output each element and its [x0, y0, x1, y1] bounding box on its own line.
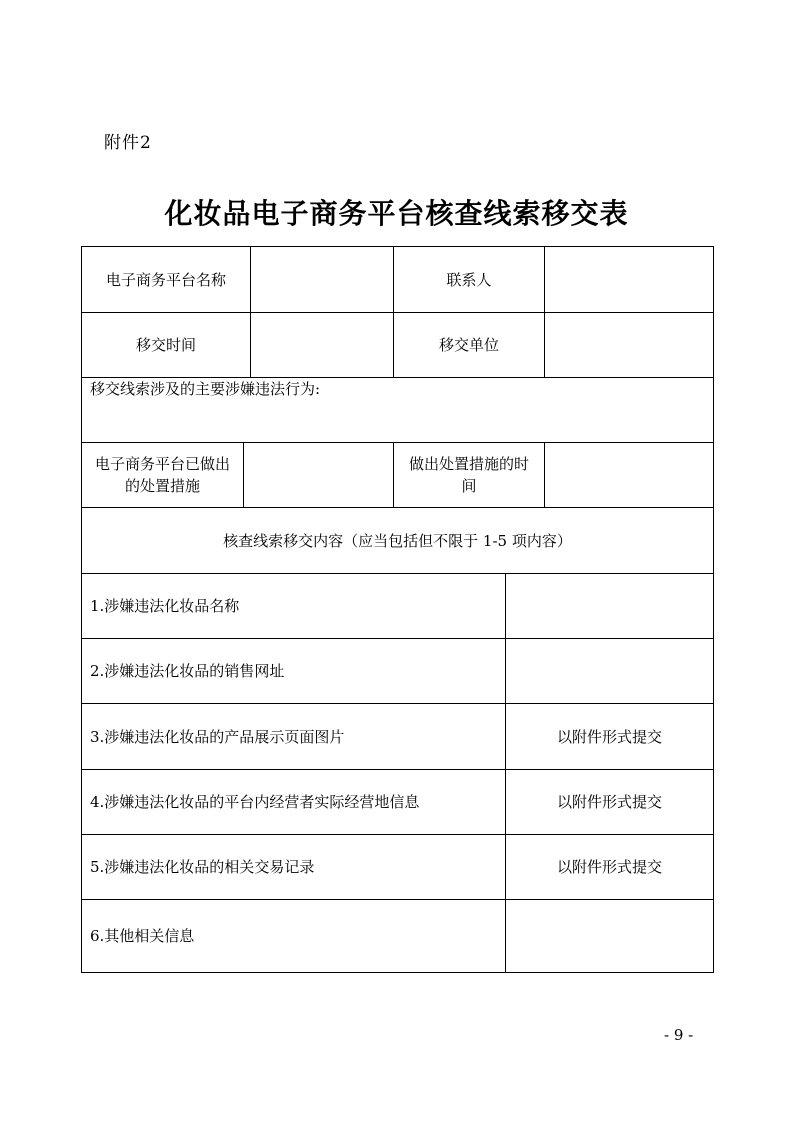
table-row: [82, 378, 714, 443]
item-6-label: 6.其他相关信息: [82, 900, 506, 973]
table-row: [82, 443, 714, 508]
table-row: [82, 639, 714, 704]
table-row: [82, 704, 714, 770]
transfer-time-field[interactable]: [251, 313, 394, 378]
page-number: - 9 -: [664, 1026, 694, 1044]
measures-label: 电子商务平台已做出的处置措施: [82, 443, 244, 508]
contact-label: 联系人: [394, 247, 545, 313]
item-5-label: 5.涉嫌违法化妆品的相关交易记录: [82, 835, 506, 900]
violation-field[interactable]: [82, 378, 714, 443]
item-1-value[interactable]: [506, 574, 714, 639]
violation-label: 移交线索涉及的主要涉嫌违法行为:: [90, 380, 321, 398]
item-3-label: 3.涉嫌违法化妆品的产品展示页面图片: [82, 704, 506, 770]
table-row: [82, 313, 714, 378]
table-row: [82, 247, 714, 313]
platform-name-label: 电子商务平台名称: [82, 247, 251, 313]
transfer-time-label: 移交时间: [82, 313, 251, 378]
contact-field[interactable]: [545, 247, 714, 313]
item-4-value: 以附件形式提交: [506, 770, 714, 835]
transfer-unit-field[interactable]: [545, 313, 714, 378]
table-row: [82, 900, 714, 973]
platform-name-field[interactable]: [251, 247, 394, 313]
item-5-value: 以附件形式提交: [506, 835, 714, 900]
table-row: [82, 770, 714, 835]
measures-field[interactable]: [244, 443, 394, 508]
item-6-value[interactable]: [506, 900, 714, 973]
item-1-label: 1.涉嫌违法化妆品名称: [82, 574, 506, 639]
measures-time-label: 做出处置措施的时间: [394, 443, 545, 508]
table-row: [82, 574, 714, 639]
content-header: 核查线索移交内容（应当包括但不限于 1-5 项内容）: [82, 508, 714, 574]
table-row: [82, 835, 714, 900]
item-2-label: 2.涉嫌违法化妆品的销售网址: [82, 639, 506, 704]
table-row: [82, 508, 714, 574]
item-4-label: 4.涉嫌违法化妆品的平台内经营者实际经营地信息: [82, 770, 506, 835]
measures-time-field[interactable]: [545, 443, 714, 508]
item-3-value: 以附件形式提交: [506, 704, 714, 770]
attachment-label: 附件2: [104, 133, 152, 153]
transfer-form-table: [81, 246, 714, 973]
transfer-unit-label: 移交单位: [394, 313, 545, 378]
page-title: 化妆品电子商务平台核查线索移交表: [164, 197, 629, 230]
item-2-value[interactable]: [506, 639, 714, 704]
